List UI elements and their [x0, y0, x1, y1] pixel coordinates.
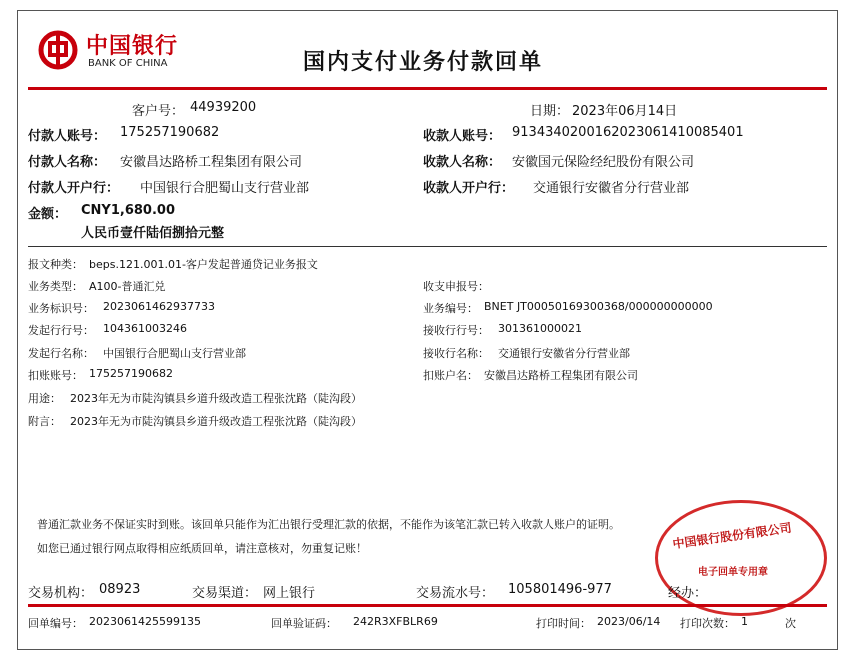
customer-no-label: 客户号： [132, 104, 185, 119]
divider-mid [28, 246, 827, 247]
channel-label: 交易渠道： [192, 586, 258, 601]
payer-account-label: 付款人账号： [28, 129, 107, 144]
receipt-report-label: 收支申报号： [423, 280, 489, 293]
send-bank-no-label: 发起行行号： [28, 324, 94, 337]
payer-name: 安徽昌达路桥工程集团有限公司 [120, 155, 303, 170]
payer-name-label: 付款人名称： [28, 155, 107, 170]
receipt-no-label: 回单编号： [28, 617, 83, 630]
date-value: 2023年06月14日 [572, 104, 678, 119]
channel-value: 网上银行 [263, 586, 316, 601]
bank-logo [38, 30, 78, 70]
receipt-no: 2023061425599135 [89, 615, 201, 628]
notice-line-1: 普通汇款业务不保证实时到账。该回单只能作为汇出银行受理汇款的依据，不能作为该笔汇款已转入收款人账户的证明。 [37, 518, 620, 531]
recv-bank-name-label: 接收行名称： [423, 347, 489, 360]
debit-account-label: 扣账账号： [28, 369, 83, 382]
recv-bank-no-label: 接收行行号： [423, 324, 489, 337]
debit-name: 安徽昌达路桥工程集团有限公司 [484, 369, 638, 382]
page-title: 国内支付业务付款回单 [303, 50, 544, 75]
remark-label: 附言： [28, 415, 61, 428]
send-bank-name: 中国银行合肥蜀山支行营业部 [103, 347, 246, 360]
bank-of-china-logo-icon [38, 30, 78, 70]
biz-no: BNET JT00050169300368/000000000000 [484, 300, 713, 313]
send-bank-name-label: 发起行名称： [28, 347, 94, 360]
biz-type-label: 业务类型： [28, 280, 83, 293]
payee-name-label: 收款人名称： [423, 155, 502, 170]
debit-account: 175257190682 [89, 367, 173, 380]
print-count-unit: 次 [785, 617, 796, 630]
verify-code: 242R3XFBLR69 [353, 615, 438, 628]
print-count: 1 [741, 615, 748, 628]
print-time-label: 打印时间： [536, 617, 591, 630]
divider-top [28, 87, 827, 90]
purpose: 2023年无为市陡沟镇县乡道升级改造工程张沈路（陡沟段） [70, 392, 362, 405]
payer-bank: 中国银行合肥蜀山支行营业部 [140, 181, 310, 196]
notice-line-2: 如您已通过银行网点取得相应纸质回单，请注意核对，勿重复记账！ [37, 542, 367, 555]
msg-type-label: 报文种类： [28, 258, 83, 271]
serial-value: 105801496-977 [508, 582, 612, 597]
payee-account: 9134340200162023061410085401 [512, 125, 744, 140]
print-count-label: 打印次数： [680, 617, 735, 630]
recv-bank-no: 301361000021 [498, 322, 582, 335]
org-value: 08923 [99, 582, 141, 597]
serial-label: 交易流水号： [416, 586, 495, 601]
org-label: 交易机构： [28, 586, 94, 601]
bank-name-en: BANK OF CHINA [88, 58, 168, 69]
verify-label: 回单验证码： [271, 617, 337, 630]
seal-bank-name: 中国银行股份有限公司 [671, 520, 793, 552]
payee-bank: 交通银行安徽省分行营业部 [533, 181, 690, 196]
purpose-label: 用途： [28, 392, 61, 405]
amount-words: 人民币壹仟陆佰捌拾元整 [81, 226, 225, 241]
payer-account: 175257190682 [120, 125, 220, 140]
payer-bank-label: 付款人开户行： [28, 181, 120, 196]
biz-id-label: 业务标识号： [28, 302, 94, 315]
amount-label: 金额： [28, 207, 68, 222]
date-label: 日期： [530, 104, 570, 119]
payee-bank-label: 收款人开户行： [423, 181, 515, 196]
biz-type: A100-普通汇兑 [89, 280, 166, 293]
biz-id: 2023061462937733 [103, 300, 215, 313]
payee-name: 安徽国元保险经纪股份有限公司 [512, 155, 695, 170]
seal-type: 电子回单专用章 [698, 567, 768, 578]
remark: 2023年无为市陡沟镇县乡道升级改造工程张沈路（陡沟段） [70, 415, 362, 428]
amount-figure: CNY1,680.00 [81, 203, 175, 218]
payee-account-label: 收款人账号： [423, 129, 502, 144]
print-time: 2023/06/14 [597, 615, 661, 628]
recv-bank-name: 交通银行安徽省分行营业部 [498, 347, 630, 360]
bank-name-cn: 中国银行 [86, 33, 179, 59]
debit-name-label: 扣账户名： [423, 369, 478, 382]
biz-no-label: 业务编号： [423, 302, 478, 315]
divider-bottom [28, 604, 827, 607]
send-bank-no: 104361003246 [103, 322, 187, 335]
customer-no: 44939200 [190, 100, 257, 115]
msg-type: beps.121.001.01-客户发起普通贷记业务报文 [89, 258, 318, 271]
handler-label: 经办： [668, 586, 708, 601]
